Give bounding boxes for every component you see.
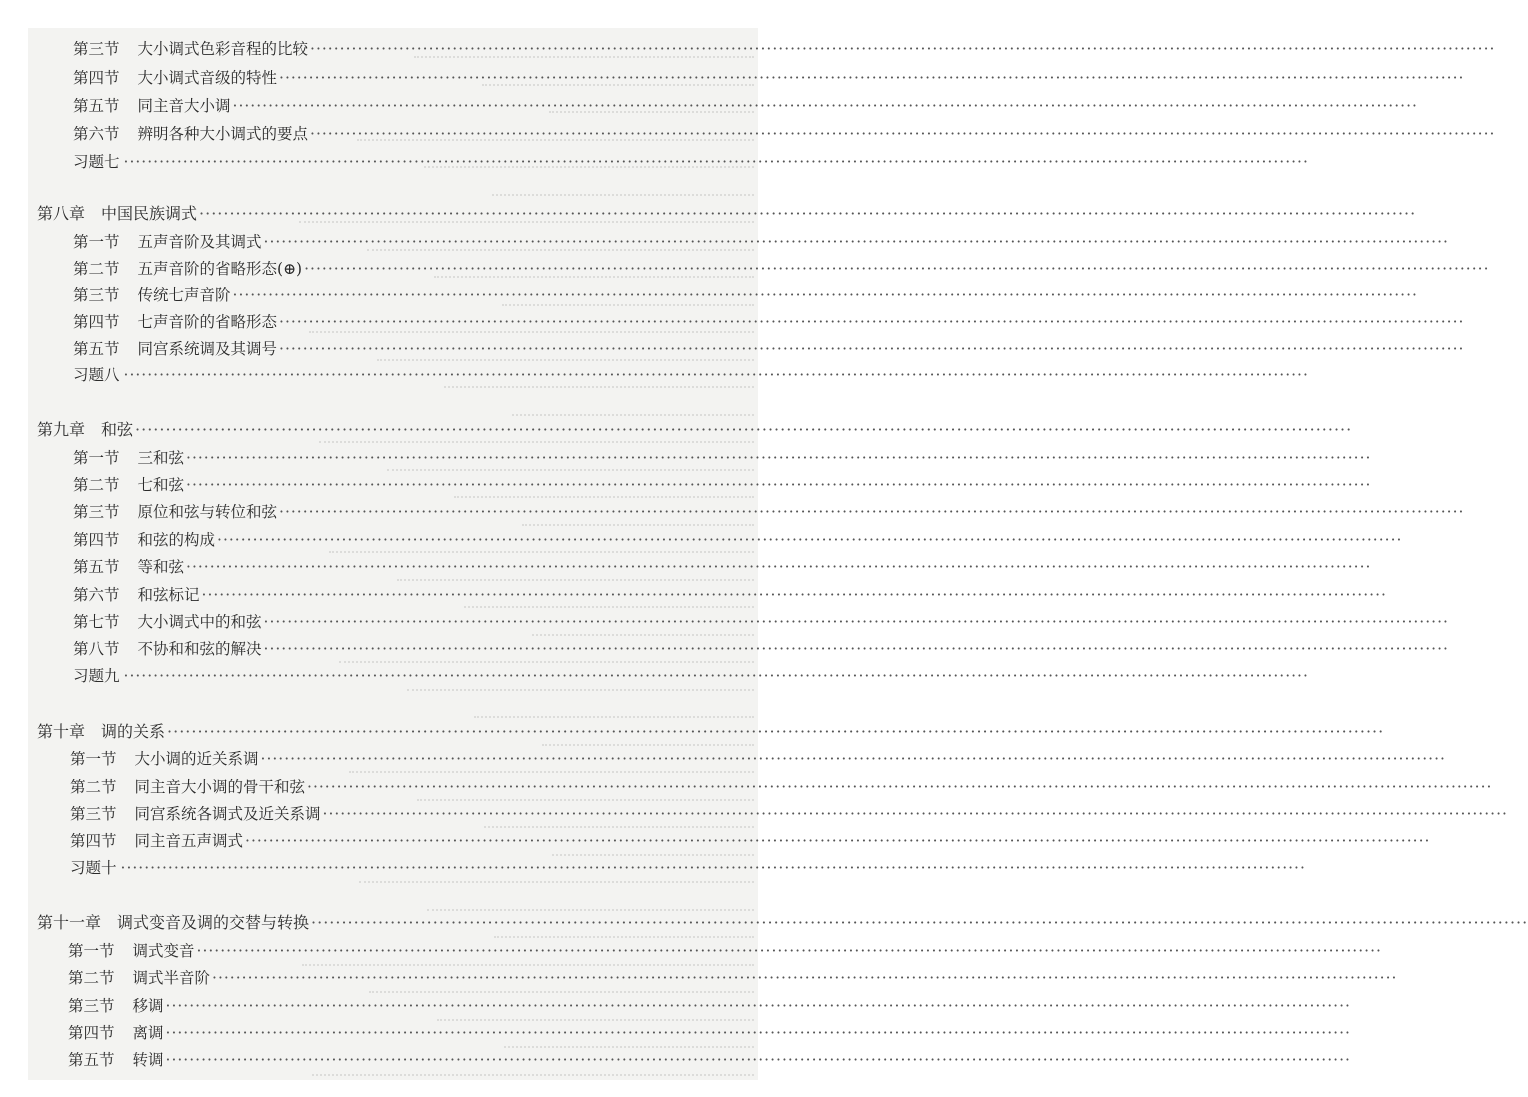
toc-entry-label: 第二节	[68, 969, 115, 987]
toc-entry-label: 第一节	[73, 449, 120, 467]
bleed-through-line	[504, 1044, 754, 1048]
bleed-through-line	[312, 1072, 755, 1076]
toc-entry-title: 同主音大小调的骨干和弦	[134, 778, 306, 796]
toc-page	[28, 28, 1528, 1080]
leader-dots: ········································································································································································································	[165, 1051, 1351, 1069]
bleed-through-line	[302, 962, 755, 966]
toc-entry-label: 第五节	[68, 1051, 115, 1069]
toc-entry-label: 第一节	[70, 750, 117, 768]
toc-section-entry	[73, 231, 1449, 253]
leader-dots: ········································································································································································································	[279, 69, 1465, 87]
leader-dots: ········································································································································································································	[310, 125, 1496, 143]
toc-entry-label: 第七节	[73, 613, 120, 631]
toc-entry-label: 第八节	[73, 640, 120, 658]
toc-section-entry	[70, 748, 1446, 770]
leader-dots: ········································································································································································································	[245, 832, 1431, 850]
toc-entry-title: 不协和和弦的解决	[137, 640, 262, 658]
toc-chapter-entry	[37, 912, 1528, 934]
bleed-through-line	[494, 934, 754, 938]
toc-entry-title: 五声音阶及其调式	[137, 233, 262, 251]
toc-entry-label: 第三节	[73, 286, 120, 304]
toc-section-entry	[73, 611, 1449, 633]
bleed-through-line	[512, 412, 755, 416]
toc-entry-label: 第五节	[73, 340, 120, 358]
leader-dots: ········································································································································································································	[232, 286, 1418, 304]
leader-dots: ········································································································································································································	[217, 531, 1403, 549]
toc-chapter-entry	[37, 203, 1417, 225]
toc-section-entry	[68, 1022, 1351, 1044]
toc-entry-title: 大小调式色彩音程的比较	[137, 40, 309, 58]
toc-entry-label: 第十章	[37, 722, 86, 741]
bleed-through-line	[474, 714, 754, 718]
toc-entry-title: 七声音阶的省略形态	[137, 313, 278, 331]
toc-entry-title: 七和弦	[137, 476, 185, 494]
leader-dots: ········································································································································································································	[123, 153, 1309, 171]
toc-entry-title: 同宫系统各调式及近关系调	[134, 805, 321, 823]
toc-entry-label: 第一节	[68, 942, 115, 960]
toc-entry-label: 第一节	[73, 233, 120, 251]
toc-entry-label: 第九章	[37, 420, 86, 439]
toc-entry-title: 等和弦	[137, 558, 185, 576]
leader-dots: ········································································································································································································	[123, 667, 1309, 685]
leader-dots: ········································································································································································································	[263, 640, 1449, 658]
toc-entry-title: 辨明各种大小调式的要点	[137, 125, 309, 143]
toc-section-entry	[73, 501, 1465, 523]
toc-entry-title: 同宫系统调及其调号	[137, 340, 278, 358]
leader-dots: ········································································································································································································	[311, 913, 1528, 932]
toc-entry-title: 大小调式中的和弦	[137, 613, 262, 631]
toc-entry-label: 第三节	[73, 40, 120, 58]
toc-section-entry	[73, 338, 1465, 360]
toc-entry-label: 第四节	[73, 69, 120, 87]
toc-section-entry	[73, 584, 1387, 606]
leader-dots: ········································································································································································································	[165, 997, 1351, 1015]
toc-section-entry	[73, 447, 1372, 469]
leader-dots: ········································································································································································································	[165, 1024, 1351, 1042]
toc-entry-title: 同主音大小调	[137, 97, 231, 115]
toc-entry-title: 和弦	[101, 420, 134, 439]
toc-entry-label: 第八章	[37, 204, 86, 223]
toc-entry-label: 第四节	[73, 313, 120, 331]
toc-entry-label: 第二节	[70, 778, 117, 796]
toc-entry-label: 习题八	[73, 366, 120, 384]
toc-entry-label: 第十一章	[37, 913, 102, 932]
toc-entry-title: 和弦标记	[137, 586, 200, 604]
toc-section-entry	[70, 776, 1493, 798]
leader-dots: ········································································································································································································	[123, 366, 1309, 384]
toc-entry-label: 第三节	[70, 805, 117, 823]
toc-entry-label: 第五节	[73, 97, 120, 115]
bleed-through-line	[359, 879, 754, 883]
leader-dots: ········································································································································································································	[279, 503, 1465, 521]
leader-dots: ········································································································································································································	[120, 859, 1306, 877]
toc-section-entry	[73, 123, 1496, 145]
toc-section-entry	[73, 556, 1372, 578]
toc-chapter-entry	[37, 721, 1385, 743]
toc-entry-title: 调式半音阶	[132, 969, 211, 987]
toc-section-entry	[73, 38, 1496, 60]
leader-dots: ········································································································································································································	[186, 449, 1372, 467]
toc-section-entry	[73, 67, 1465, 89]
leader-dots: ········································································································································································································	[232, 97, 1418, 115]
bleed-through-line	[437, 1017, 755, 1021]
toc-entry-label: 第四节	[70, 832, 117, 850]
toc-section-entry	[73, 529, 1403, 551]
toc-exercise-entry	[73, 665, 1309, 687]
toc-entry-title: 调式变音	[132, 942, 195, 960]
toc-section-entry	[70, 803, 1508, 825]
toc-entry-title: 和弦的构成	[137, 531, 216, 549]
toc-entry-label: 习题十	[70, 859, 117, 877]
leader-dots: ········································································································································································································	[260, 750, 1446, 768]
toc-entry-title: 中国民族调式	[101, 204, 198, 223]
toc-entry-title: 五声音阶的省略形态(⊕)	[137, 260, 303, 278]
toc-section-entry	[68, 967, 1398, 989]
leader-dots: ········································································································································································································	[186, 476, 1372, 494]
toc-entry-label: 习题九	[73, 667, 120, 685]
toc-section-entry	[73, 474, 1372, 496]
leader-dots: ········································································································································································································	[263, 233, 1449, 251]
toc-section-entry	[68, 1049, 1351, 1071]
toc-section-entry	[73, 95, 1418, 117]
bleed-through-line	[492, 192, 755, 196]
toc-entry-title: 调的关系	[101, 722, 166, 741]
toc-chapter-entry	[37, 419, 1353, 441]
bleed-through-line	[552, 852, 755, 856]
toc-entry-title: 三和弦	[137, 449, 185, 467]
toc-entry-label: 第三节	[68, 997, 115, 1015]
toc-entry-title: 传统七声音阶	[137, 286, 231, 304]
toc-entry-label: 第四节	[68, 1024, 115, 1042]
toc-entry-label: 第六节	[73, 125, 120, 143]
toc-section-entry	[73, 638, 1449, 660]
toc-entry-label: 第二节	[73, 476, 120, 494]
toc-entry-label: 习题七	[73, 153, 120, 171]
leader-dots: ········································································································································································································	[199, 204, 1417, 223]
toc-entry-label: 第四节	[73, 531, 120, 549]
leader-dots: ········································································································································································································	[304, 260, 1490, 278]
leader-dots: ········································································································································································································	[263, 613, 1449, 631]
leader-dots: ········································································································································································································	[279, 313, 1465, 331]
toc-exercise-entry	[73, 151, 1309, 173]
leader-dots: ········································································································································································································	[322, 805, 1508, 823]
bleed-through-line	[407, 687, 755, 691]
toc-entry-title: 原位和弦与转位和弦	[137, 503, 278, 521]
toc-entry-title: 离调	[132, 1024, 164, 1042]
toc-entry-title: 大小调式音级的特性	[137, 69, 278, 87]
toc-section-entry	[73, 284, 1418, 306]
toc-section-entry	[68, 940, 1382, 962]
leader-dots: ········································································································································································································	[196, 942, 1382, 960]
toc-section-entry	[68, 995, 1351, 1017]
leader-dots: ········································································································································································································	[279, 340, 1465, 358]
leader-dots: ········································································································································································································	[307, 778, 1493, 796]
toc-entry-title: 同主音五声调式	[134, 832, 244, 850]
toc-exercise-entry	[70, 857, 1306, 879]
toc-entry-label: 第六节	[73, 586, 120, 604]
toc-entry-label: 第三节	[73, 503, 120, 521]
bleed-through-line	[427, 907, 755, 911]
leader-dots: ········································································································································································································	[310, 40, 1496, 58]
toc-entry-title: 转调	[132, 1051, 164, 1069]
toc-section-entry	[73, 311, 1465, 333]
bleed-through-line	[369, 989, 754, 993]
toc-section-entry	[73, 258, 1490, 280]
leader-dots: ········································································································································································································	[212, 969, 1398, 987]
leader-dots: ········································································································································································································	[135, 420, 1353, 439]
leader-dots: ········································································································································································································	[186, 558, 1372, 576]
toc-entry-label: 第二节	[73, 260, 120, 278]
toc-entry-title: 调式变音及调的交替与转换	[117, 913, 310, 932]
toc-section-entry	[70, 830, 1431, 852]
toc-entry-label: 第五节	[73, 558, 120, 576]
toc-exercise-entry	[73, 364, 1309, 386]
toc-entry-title: 大小调的近关系调	[134, 750, 259, 768]
leader-dots: ········································································································································································································	[201, 586, 1387, 604]
leader-dots: ········································································································································································································	[167, 722, 1385, 741]
toc-entry-title: 移调	[132, 997, 164, 1015]
